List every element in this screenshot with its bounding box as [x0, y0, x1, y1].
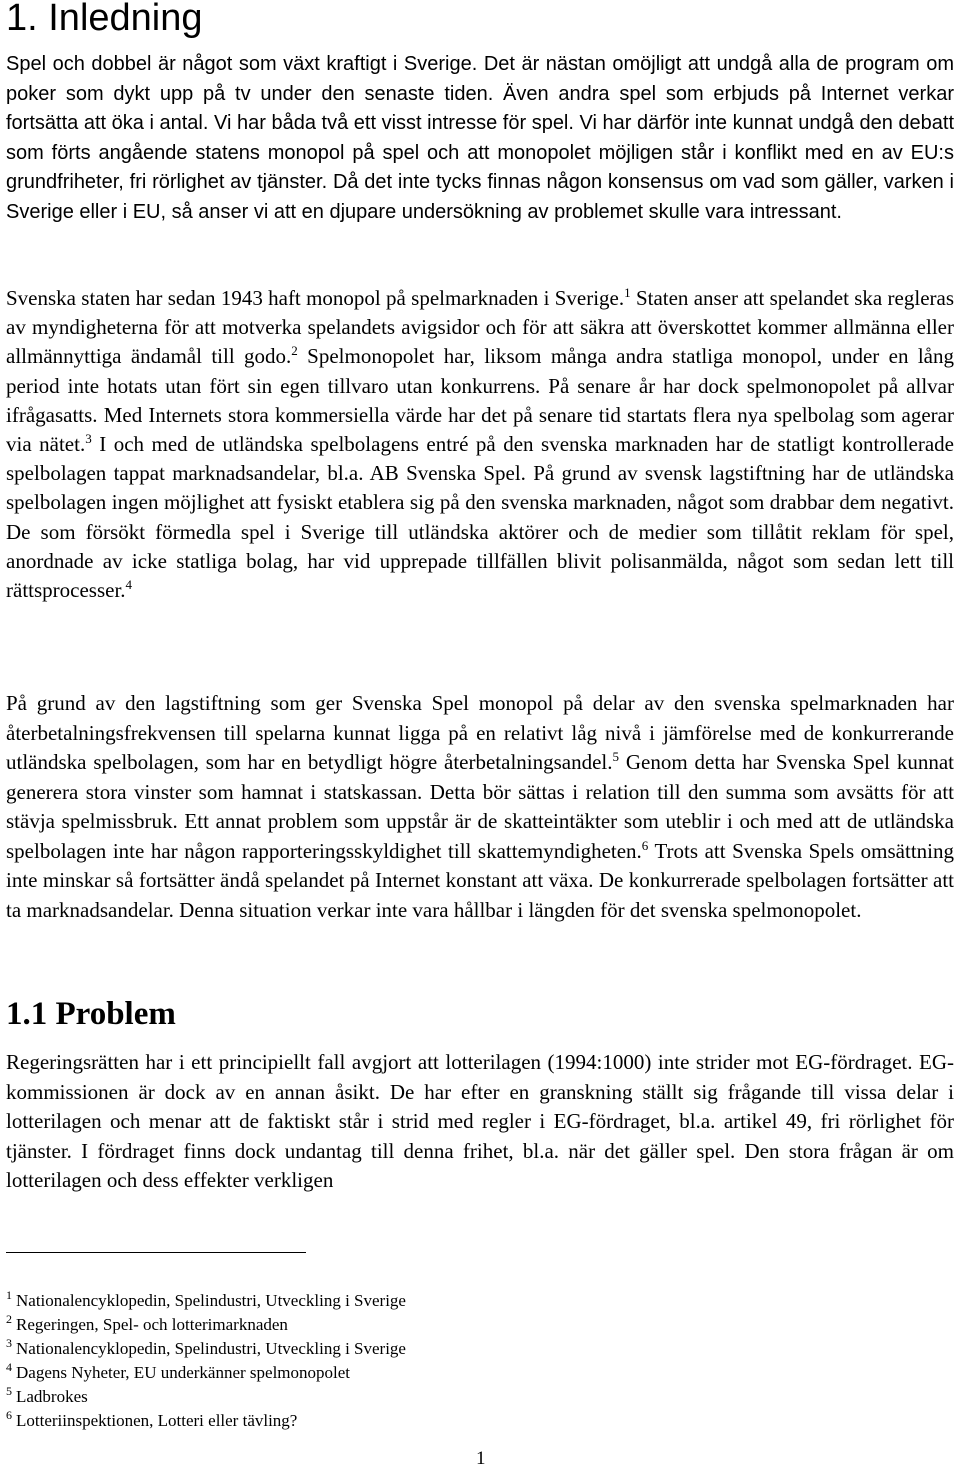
footnote-text: Nationalencyklopedin, Spelindustri, Utveckling i Sverige	[16, 1291, 406, 1310]
footnote-ref: 6	[641, 837, 649, 853]
footnote-text: Ladbrokes	[16, 1387, 88, 1406]
footnote-ref: 4	[125, 577, 133, 593]
footnote-item	[6, 1289, 706, 1313]
footnote-item	[6, 1361, 706, 1385]
section-heading: 1.1 Problem	[6, 996, 176, 1032]
footnote-number: 5	[6, 1384, 12, 1398]
footnote-list	[6, 1289, 706, 1433]
footnote-text: Lotteriinspektionen, Lotteri eller tävling?	[16, 1411, 298, 1430]
footnote-ref: 1	[624, 285, 631, 300]
intro-paragraph: Spel och dobbel är något som växt kraftigt i Sverige. Det är nästan omöjligt att undgå alla de program om poker som dykt upp på tv under den senaste tiden. Även andra spel som erbjuds på Internet verkar fortsätta att öka i antal. Vi har båda två ett visst intresse för spel. Vi har därför inte kunnat undgå den debatt som förts angående statens monopol på spel och att monopolet möjligen står i konflikt med en av EU:s grundfriheter, fri rörlighet av tjänster. Då det inte tycks finnas någon konsensus om vad som gäller, varken i Sverige eller i EU, så anser vi att en djupare undersökning av problemet skulle vara intressant.	[6, 53, 954, 223]
footnote-number: 4	[6, 1360, 12, 1374]
paragraph-text: I och med de utländska spelbolagens entré på den svenska marknaden har de statligt kontrollerade spelbolagen tappat marknadsandelar, bl.a. AB Svenska Spel. På grund av svensk lagstiftning har de utländska spelbolagen ingen möjlighet att fysiskt etablera sig på den svenska marknaden, något som drabbar dem negativt. De som försökt förmedla spel i Sverige till utländska aktörer och de medier som tillåtit reklam för spel, anordnade av icke statliga bolag, har vid upprepade tillfällen blivit polisanmälda, något som sedan lett till rättsprocesser.	[6, 432, 955, 603]
footnote-item	[6, 1337, 706, 1361]
footnote-text: Nationalencyklopedin, Spelindustri, Utveckling i Sverige	[16, 1339, 406, 1358]
chapter-heading: 1. Inledning	[6, 0, 203, 39]
footnote-item	[6, 1313, 706, 1337]
footnote-number: 2	[6, 1312, 12, 1326]
payout-paragraph	[6, 689, 954, 925]
footnote-item	[6, 1385, 706, 1409]
paragraph-text: Trots att Svenska Spels omsättning inte minskar så fortsätter ändå spelandet på Internet konstant att växa. De konkurrerade spelbolagen fortsätter att ta marknadsandelar. Denna situation verkar inte vara hållbar i längden för det svenska spelmonopolet.	[6, 838, 954, 922]
footnote-number: 1	[6, 1288, 12, 1302]
footnote-ref: 5	[612, 749, 620, 764]
page-number: 1	[476, 1448, 486, 1469]
paragraph-text: Genom detta har Svenska Spel kunnat generera stora vinster som hamnat i statskassan. Detta bör sättas i relation till den summa som avsätts för att stävja spelmissbruk. Ett annat problem som uppstår är de skatteintäkter som uteblir i och med att de utländska spelbolagen inte har någon rapporteringsskyldighet till skattemyndigheten.	[6, 750, 954, 863]
paragraph-text: Spelmonopolet har, liksom många andra statliga monopol, under en lång period inte hotats utan fört sin egen tillvaro utan konkurrens. På senare år har dock spelmonopolet på allvar ifrågasatts. Med Internets stora kommersiella värde har det på senare tid startats flera nya spelbolag som agerar via nätet.	[6, 344, 954, 457]
footnote-text: Regeringen, Spel- och lotterimarknaden	[16, 1315, 288, 1334]
footnote-number: 6	[6, 1408, 12, 1422]
paragraph-text: Svenska staten har sedan 1943 haft monopol på spelmarknaden i Sverige.	[6, 286, 625, 310]
problem-paragraph: Regeringsrätten har i ett principiellt fall avgjort att lotterilagen (1994:1000) inte strider mot EG-fördraget. EG-kommissionen är dock av en annan åsikt. De har efter en granskning ställt sig frågande till vissa delar i lotterilagen och menar att de faktiskt står i strid med regler i EG-fördraget, bl.a. artikel 49, fri rörlighet för tjänster. I fördraget finns dock undantag till denna frihet, bl.a. när det gäller spel. Den stora frågan är om lotterilagen och dess effekter verkligen	[6, 1050, 954, 1192]
footnote-ref: 3	[85, 431, 92, 447]
footnote-ref: 2	[291, 343, 298, 359]
footnote-number: 3	[6, 1336, 12, 1350]
paragraph-text: Staten anser att spelandet ska regleras av myndigheterna för att motverka spelandets avigsidor och för att säkra att överskottet kommer allmänna eller allmännyttiga ändamål till godo.	[6, 286, 954, 369]
footnote-text: Dagens Nyheter, EU underkänner spelmonopolet	[16, 1363, 351, 1382]
footnote-item	[6, 1409, 706, 1433]
footnote-divider	[6, 1252, 306, 1253]
monopoly-paragraph	[6, 284, 954, 605]
paragraph-text: På grund av den lagstiftning som ger Svenska Spel monopol på delar av den svenska spelmarknaden har återbetalningsfrekvensen till spelarna kunnat ligga på en relativt låg nivå i jämförelse med de konkurrerande utländska spelbolagen, som har en betydligt högre återbetalningsandel.	[6, 691, 954, 774]
